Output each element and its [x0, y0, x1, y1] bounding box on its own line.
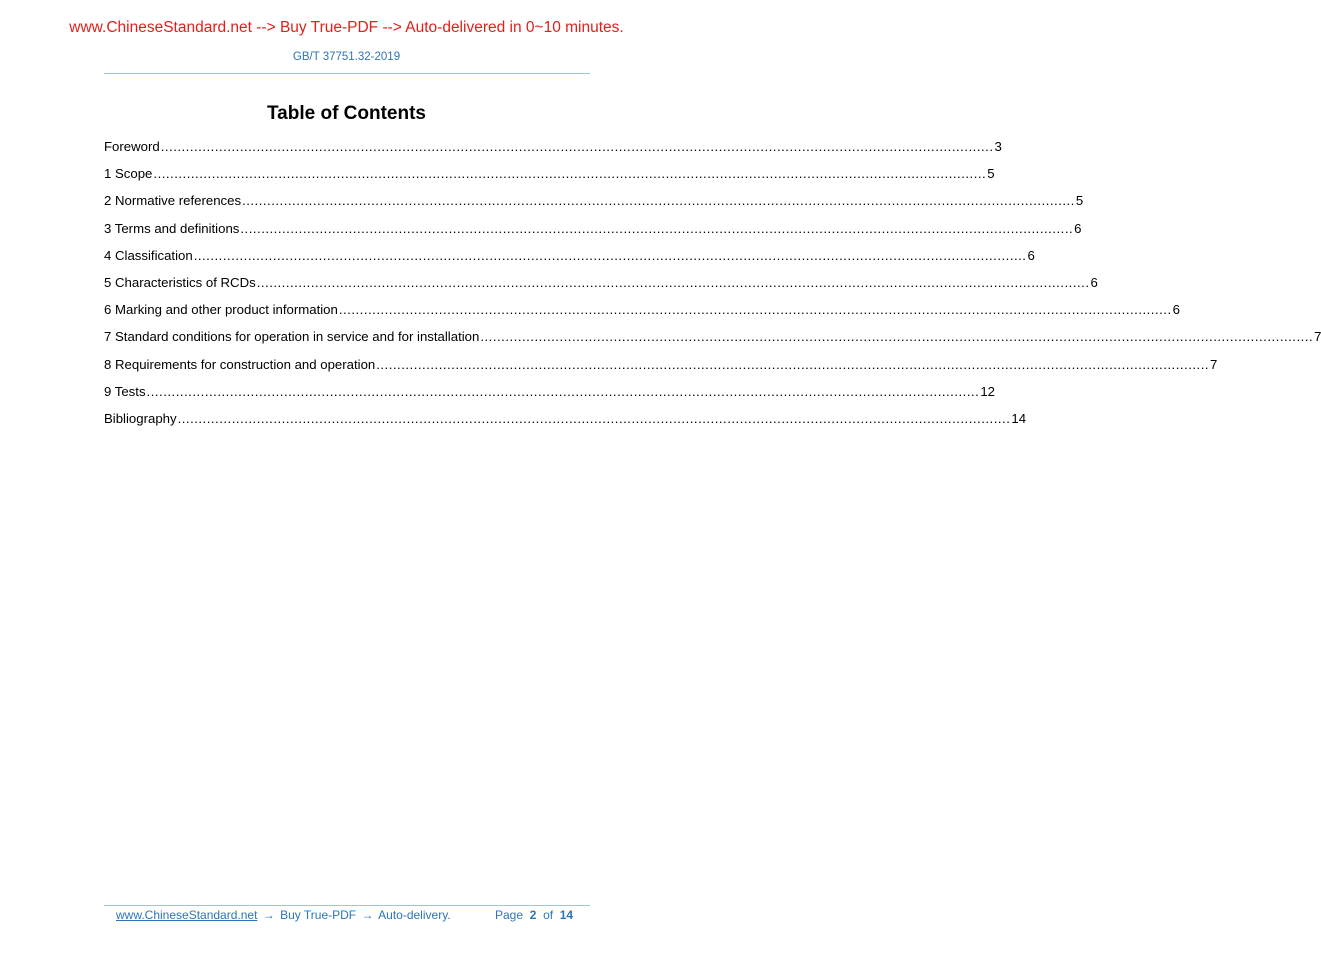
toc-entry-page: 5 [987, 166, 995, 182]
toc-entry[interactable] [104, 220, 1082, 247]
toc-entry-label: 4 Classification [104, 247, 193, 263]
right-arrow-icon: → [262, 908, 275, 922]
footer-delivery-text: Auto-delivery. [378, 908, 451, 922]
toc-entry-label: 1 Scope [104, 166, 153, 182]
toc-title: Table of Contents [266, 103, 427, 124]
toc-dot-leader: ........................................................................................................................................................................................................ [160, 139, 994, 154]
toc-dot-leader: ........................................................................................................................................................................................................ [242, 193, 1075, 209]
toc-dot-leader: ........................................................................................................................................................................................................ [177, 410, 1011, 426]
toc-dot-leader: ........................................................................................................................................................................................................ [480, 329, 1314, 345]
toc-entry-page: 14 [1011, 410, 1027, 426]
toc-entry-page: 6 [1074, 220, 1082, 236]
footer-site-link[interactable]: www.ChineseStandard.net [116, 908, 258, 922]
toc-entry-page: 5 [1075, 193, 1084, 209]
toc-entry[interactable] [104, 301, 1180, 328]
toc-dot-leader: ........................................................................................................................................................................................................ [240, 220, 1074, 236]
toc-entry[interactable] [104, 383, 996, 410]
footer [116, 907, 586, 925]
toc-entry[interactable] [104, 165, 995, 192]
toc-entry[interactable] [104, 138, 1002, 165]
page-of: of [543, 908, 554, 922]
toc-entry-page: 6 [1090, 274, 1098, 290]
page-indicator [495, 907, 573, 923]
toc-entry-label: 6 Marking and other product information [104, 302, 338, 318]
toc-entry-page: 6 [1172, 302, 1180, 318]
toc-entry-label: 2 Normative references [104, 193, 242, 209]
toc-entry-label: 8 Requirements for construction and operation [104, 356, 376, 372]
footer-divider [104, 905, 590, 906]
toc-dot-leader: ........................................................................................................................................................................................................ [376, 356, 1210, 372]
right-arrow-icon: → [361, 908, 374, 922]
toc-entry[interactable] [104, 410, 1027, 437]
toc-entry-label: Bibliography [104, 410, 177, 426]
header-divider [104, 73, 590, 74]
toc-entry-label: 9 Tests [104, 383, 146, 399]
toc-entry-label: Foreword [104, 139, 160, 154]
page-word: Page [495, 908, 524, 922]
toc-entry-label: 5 Characteristics of RCDs [104, 274, 256, 290]
toc-dot-leader: ........................................................................................................................................................................................................ [153, 166, 987, 182]
toc-entry[interactable] [104, 192, 1084, 219]
toc-dot-leader: ........................................................................................................................................................................................................ [193, 247, 1027, 263]
toc-entry-page: 7 [1210, 356, 1218, 372]
toc-entry[interactable] [104, 274, 1098, 301]
footer-buy-text: Buy True-PDF [280, 908, 357, 922]
page-total: 14 [559, 908, 574, 922]
table-of-contents [104, 138, 1321, 437]
toc-entry-label: 7 Standard conditions for operation in service and for installation [104, 329, 480, 345]
toc-entry-page: 3 [994, 139, 1002, 154]
toc-entry-page: 12 [980, 383, 996, 399]
toc-entry-page: 7 [1314, 329, 1321, 345]
toc-entry-page: 6 [1027, 247, 1035, 263]
toc-entry-label: 3 Terms and definitions [104, 220, 240, 236]
toc-dot-leader: ........................................................................................................................................................................................................ [256, 274, 1090, 290]
toc-entry[interactable] [104, 356, 1218, 383]
page-current: 2 [529, 908, 537, 922]
document-code: GB/T 37751.32-2019 [292, 51, 401, 63]
toc-entry[interactable] [104, 328, 1321, 355]
top-banner[interactable]: www.ChineseStandard.net --> Buy True-PDF --> Auto-delivered in 0~10 minutes. [69, 19, 624, 36]
toc-entry[interactable] [104, 247, 1035, 274]
toc-dot-leader: ........................................................................................................................................................................................................ [338, 302, 1172, 318]
toc-dot-leader: ........................................................................................................................................................................................................ [146, 383, 980, 399]
